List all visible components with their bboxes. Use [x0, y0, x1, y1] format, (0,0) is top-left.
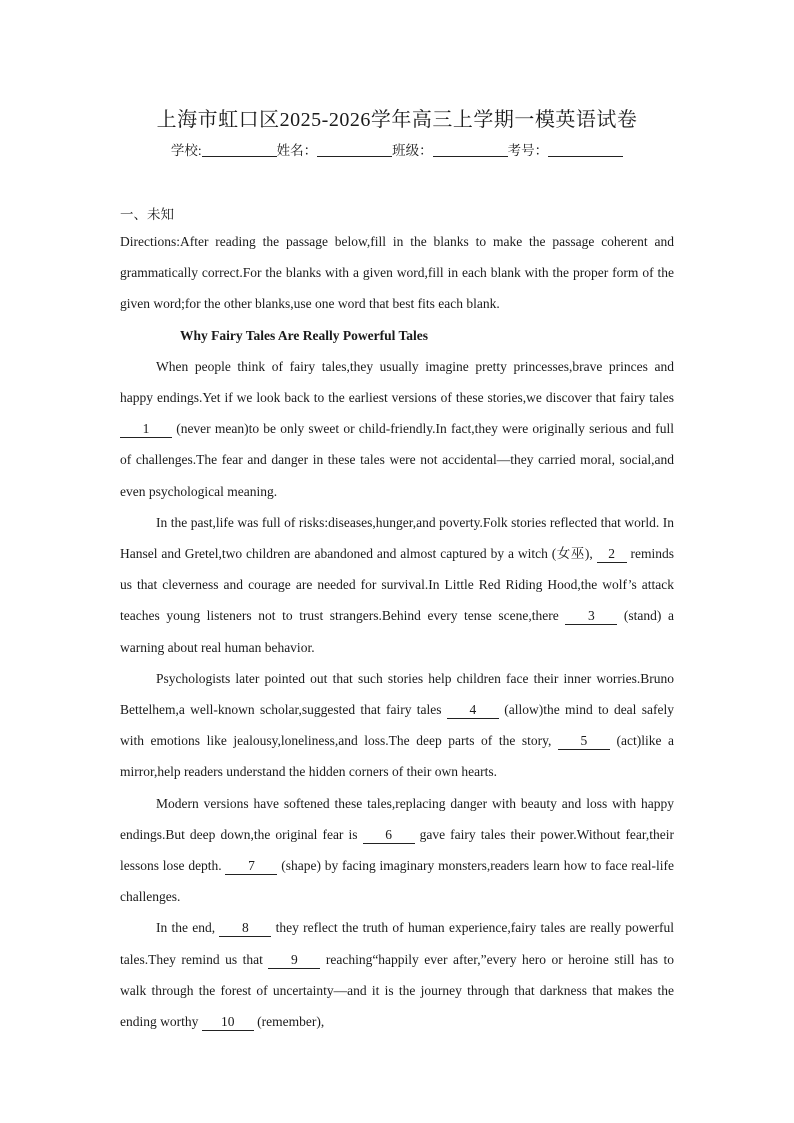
answer-blank-6[interactable]: 6	[363, 827, 415, 844]
paragraph-text: reaching“happily ever after,”every hero or heroine still has to walk through the forest of uncertainty—and it is the journey through that darkness that makes the ending worthy	[120, 951, 675, 1030]
class-label: 班级：	[392, 143, 433, 158]
directions: Directions:After reading the passage below,fill in the blanks to make the passage coherent and grammatically correct.For the blanks with a given word,fill in each blank with the proper form of the given word;for the other blanks,use one word that best fits each blank.	[120, 234, 674, 312]
paragraph-text: (stand) a warning about real human behavior.	[120, 608, 674, 655]
passage-title: Why Fairy Tales Are Really Powerful Tales	[180, 327, 429, 343]
paragraph-text: When people think of fairy tales,they usually imagine pretty princesses,brave princes and happy endings.Yet if we look back to the earliest versions of these stories,we discover that fairy tales	[120, 358, 674, 406]
section-heading: 一、未知	[120, 207, 174, 223]
paragraph-text: (shape) by facing imaginary monsters,readers learn how to face real-life challenges.	[120, 858, 674, 905]
paragraph-text: (never mean)to be only sweet or child-friendly.In fact,they were originally serious and full of challenges.The fear and danger in these tales were not accidental—they carried moral, social,and even psychological meaning.	[120, 421, 674, 499]
paragraph-text: gave fairy tales their power.Without fear,their lessons lose depth.	[120, 826, 674, 874]
paragraph-2	[120, 507, 674, 663]
school-label: 学校:	[170, 143, 202, 158]
paragraph-4	[120, 788, 674, 913]
answer-blank-2[interactable]: 2	[597, 546, 627, 563]
paragraph-5	[120, 912, 674, 1037]
student-info-line	[0, 139, 794, 159]
answer-blank-10[interactable]: 10	[202, 1014, 254, 1031]
page-title: 上海市虹口区2025-2026学年高三上学期一模英语试卷	[156, 109, 638, 131]
paragraph-text: Modern versions have softened these tales,replacing danger with beauty and loss with happy endings.But deep down,the original fear is	[120, 795, 674, 842]
answer-blank-8[interactable]: 8	[219, 920, 271, 937]
paragraph-text: In the past,life was full of risks:diseases,hunger,and poverty.Folk stories reflected that world. In Hansel and Gretel,two children are abandoned and almost captured by a witch (女巫),	[120, 514, 674, 562]
answer-blank-3[interactable]: 3	[565, 608, 617, 625]
class-field[interactable]	[433, 142, 508, 157]
answer-blank-7[interactable]: 7	[225, 858, 277, 875]
paragraph-text: Psychologists later pointed out that such stories help children face their inner worries.Bruno Bettelhem,a well-known scholar,suggested that fairy tales	[120, 670, 674, 718]
paragraph-text: (act)like a mirror,help readers understand the hidden corners of their own hearts.	[120, 733, 674, 780]
answer-blank-1[interactable]: 1	[120, 421, 172, 438]
paragraph-text: they reflect the truth of human experience,fairy tales are really powerful tales.They remind us that	[120, 920, 675, 967]
answer-blank-5[interactable]: 5	[558, 733, 610, 750]
paragraph-text: reminds us that cleverness and courage are needed for survival.In Little Red Riding Hood,the wolf’s attack teaches young listeners not to trust strangers.Behind every tense scene,there	[120, 546, 674, 624]
name-field[interactable]	[317, 142, 392, 157]
paragraph-text: In the end,	[156, 920, 220, 936]
question-body	[120, 226, 674, 1037]
name-label: 姓名：	[276, 143, 318, 158]
exam-no-label: 考号：	[507, 143, 549, 158]
answer-blank-4[interactable]: 4	[447, 702, 499, 719]
exam-no-field[interactable]	[548, 142, 623, 157]
paragraph-text: (remember),	[253, 1014, 325, 1030]
paragraph-3	[120, 663, 674, 788]
school-field[interactable]	[202, 142, 277, 157]
answer-blank-9[interactable]: 9	[268, 952, 320, 969]
paragraph-text: (allow)the mind to deal safely with emotions like jealousy,loneliness,and loss.The deep parts of the story,	[120, 702, 674, 749]
paragraph-1	[120, 351, 674, 507]
